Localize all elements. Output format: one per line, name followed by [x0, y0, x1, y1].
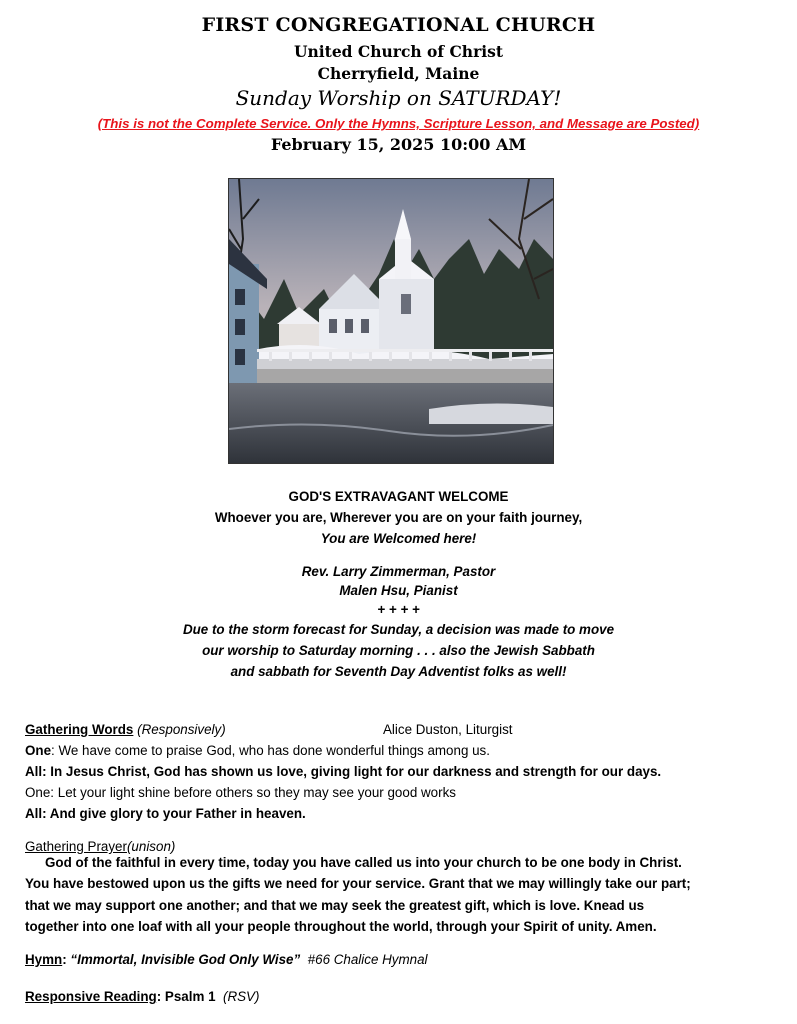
gathering-words-line: All: In Jesus Christ, God has shown us love, giving light for our darkness and strength for our days. — [25, 764, 662, 779]
storm-note-line: Due to the storm forecast for Sunday, a decision was made to move — [182, 622, 615, 637]
gathering-words-line: All: And give glory to your Father in heaven. — [25, 806, 306, 821]
gathering-words-heading: Gathering Words — [25, 722, 134, 737]
prayer-line: that we may support one another; and that we may seek the greatest gift, which is love. Knead us — [25, 897, 645, 913]
hymn-number: #66 Chalice Hymnal — [307, 952, 428, 967]
gathering-prayer-text — [25, 852, 755, 937]
responsive-reading-version: (RSV) — [222, 989, 260, 1004]
welcome-line: You are Welcomed here! — [320, 531, 477, 546]
pianist-name: Malen Hsu, Pianist — [339, 583, 458, 598]
gathering-prayer-heading: Gathering Prayer — [25, 839, 127, 854]
hymn-title: “Immortal, Invisible God Only Wise” — [70, 952, 301, 967]
gathering-prayer-mode: (unison) — [126, 839, 176, 854]
divider: + + + + — [377, 602, 420, 617]
staff-section — [0, 562, 797, 682]
location: Cherryfield, Maine — [317, 64, 480, 83]
speaker-label: One — [25, 743, 52, 758]
church-name: FIRST CONGREGATIONAL CHURCH — [201, 14, 596, 36]
gathering-words-header — [25, 722, 226, 737]
church-photo — [228, 178, 554, 464]
prayer-line: together into one loaf with all your people throughout the world, through your Spirit of unity. Amen. — [25, 918, 657, 934]
responsive-reading-passage: Psalm 1 — [164, 989, 216, 1004]
gathering-words-line — [25, 743, 490, 758]
notice-banner: (This is not the Complete Service. Only the Hymns, Scripture Lesson, and Message are Posted) — [97, 116, 700, 131]
responsive-reading-colon: : — [156, 989, 165, 1004]
prayer-line: God of the faithful in every time, today you have called us into your church to be one body in Christ. — [45, 855, 682, 870]
denomination: United Church of Christ — [293, 42, 504, 61]
welcome-section — [0, 486, 797, 549]
hymn-line — [25, 952, 428, 967]
service-date: February 15, 2025 10:00 AM — [270, 135, 527, 154]
church-winter-photo-icon — [229, 179, 553, 463]
prayer-line: You have bestowed upon us the gifts we need for your service. Grant that we may willingly take our part; — [25, 876, 691, 892]
responsive-reading-label: Responsive Reading — [25, 989, 157, 1004]
gathering-words-mode: (Responsively) — [137, 722, 226, 737]
storm-note-line: and sabbath for Seventh Day Adventist folks as well! — [230, 664, 567, 679]
liturgist-name: Alice Duston, Liturgist — [383, 722, 513, 737]
welcome-title: GOD'S EXTRAVAGANT WELCOME — [288, 489, 509, 504]
line-text: : We have come to praise God, who has done wonderful things among us. — [51, 743, 490, 758]
storm-note-line: our worship to Saturday morning . . . also the Jewish Sabbath — [202, 643, 595, 658]
hymn-colon: : — [62, 952, 71, 967]
pastor-name: Rev. Larry Zimmerman, Pastor — [301, 564, 496, 579]
hymn-label: Hymn — [25, 952, 63, 967]
welcome-line: Whoever you are, Wherever you are on your faith journey, — [214, 510, 583, 525]
service-title: Sunday Worship on SATURDAY! — [235, 86, 562, 110]
gathering-words-line: One: Let your light shine before others so they may see your good works — [25, 785, 456, 800]
responsive-reading-line — [25, 989, 259, 1004]
